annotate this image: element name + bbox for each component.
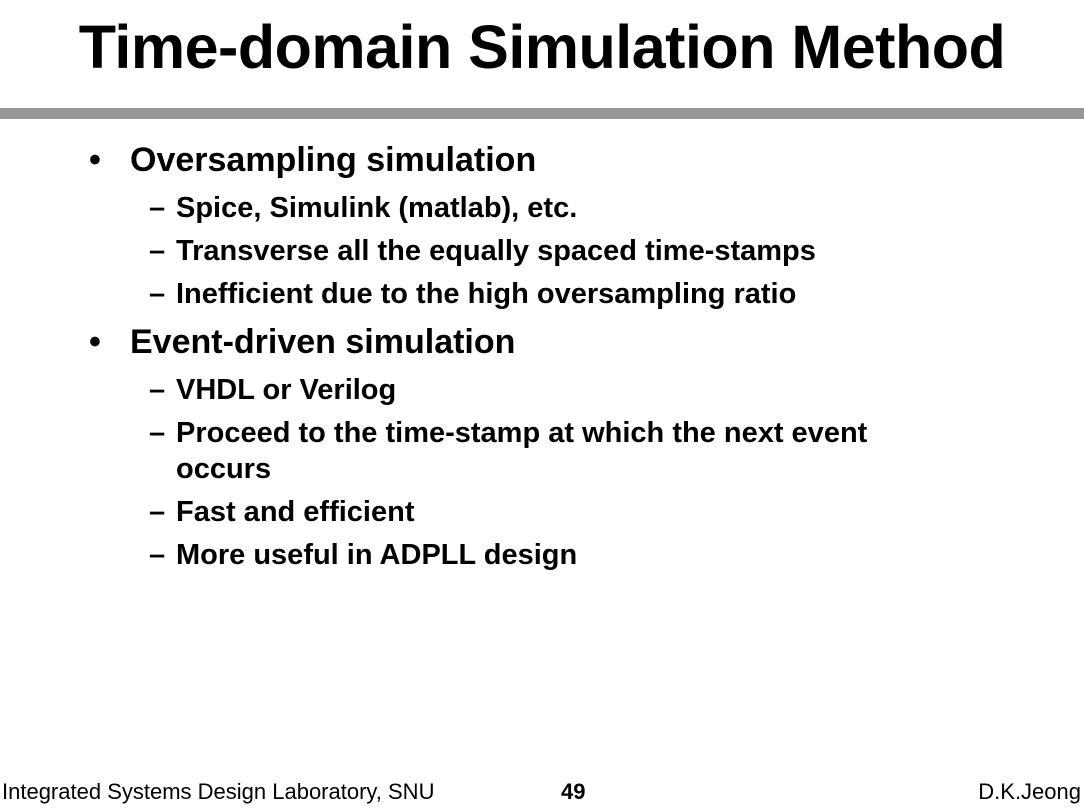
dash-marker-icon: – — [149, 278, 166, 310]
dash-marker-icon: – — [149, 235, 166, 267]
bullet-text: Oversampling simulation — [130, 141, 537, 179]
bullet-item — [0, 494, 896, 530]
bullet-item — [0, 415, 896, 487]
bullet-text: Fast and efficient — [176, 496, 415, 528]
footer-affiliation: Integrated Systems Design Laboratory, SNU — [2, 779, 435, 804]
bullet-list — [0, 140, 1084, 580]
bullet-item — [0, 190, 896, 226]
bullet-item — [0, 537, 896, 573]
title-divider-bar — [0, 108, 1084, 119]
bullet-dot-icon: • — [89, 141, 101, 179]
bullet-text: Inefficient due to the high oversampling ratio — [176, 278, 797, 310]
bullet-item — [0, 372, 896, 408]
dash-marker-icon: – — [149, 374, 166, 406]
page-title: Time-domain Simulation Method — [78, 13, 1006, 81]
bullet-item — [0, 276, 896, 312]
bullet-text: Event-driven simulation — [130, 323, 516, 361]
footer-author: D.K.Jeong — [978, 779, 1081, 804]
dash-marker-icon: – — [149, 417, 166, 449]
page-number: 49 — [561, 779, 586, 804]
dash-marker-icon: – — [149, 192, 166, 224]
bullet-text: Spice, Simulink (matlab), etc. — [176, 192, 578, 224]
bullet-item — [0, 140, 1084, 180]
bullet-text: More useful in ADPLL design — [176, 539, 578, 571]
bullet-dot-icon: • — [89, 323, 101, 361]
bullet-text: Transverse all the equally spaced time-stamps — [176, 235, 816, 267]
bullet-text: Proceed to the time-stamp at which the next event occurs — [176, 417, 868, 485]
bullet-text: VHDL or Verilog — [176, 374, 397, 406]
dash-marker-icon: – — [149, 539, 166, 571]
bullet-item — [0, 233, 896, 269]
footer — [0, 779, 1084, 811]
bullet-item — [0, 322, 1084, 362]
dash-marker-icon: – — [149, 496, 166, 528]
